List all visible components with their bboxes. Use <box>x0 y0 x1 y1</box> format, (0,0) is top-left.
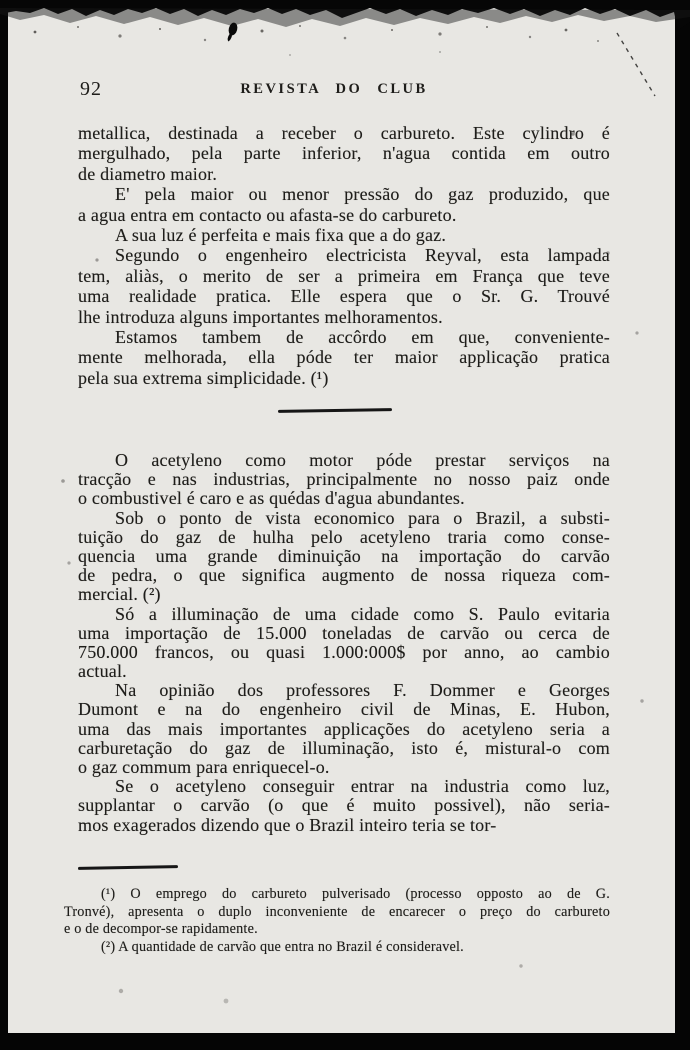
text-line: Segundo o engenheiro electricista Reyval, esta lampada <box>115 245 610 266</box>
scan-border-left <box>0 0 8 1050</box>
text-line: mos exagerados dizendo que o Brazil inteiro teria se tor- <box>78 814 497 835</box>
body-block-lower <box>78 451 610 835</box>
text-line: 750.000 francos, ou quasi 1.000:000$ por anno, ao cambio <box>78 641 610 662</box>
text-line: Na opinião dos professores F. Dommer e Georges <box>115 680 610 701</box>
text-line: Dumont e na do engenheiro civil de Minas, E. Hubon, <box>78 699 610 720</box>
text-line: carburetação do gaz de illuminação, isto é, mistural-o com <box>78 737 610 758</box>
text-line: uma importação de 15.000 toneladas de carvão ou cerca de <box>78 622 610 643</box>
footnotes-block <box>64 886 610 956</box>
page-number: 92 <box>80 78 102 100</box>
text-line: supplantar o carvão (o que é muito possivel), não seria- <box>78 795 610 816</box>
text-line: Sob o ponto de vista economico para o Brazil, a substi- <box>115 507 610 528</box>
text-line: uma das mais importantes applicações do acetyleno seria a <box>78 718 610 739</box>
text-line: (¹) O emprego do carbureto pulverisado (processo opposto ao de G. <box>101 886 610 902</box>
text-line: metallica, destinada a receber o carbureto. Este cylindro é <box>78 123 610 143</box>
text-line: o gaz commum para enriquecel-o. <box>78 757 330 777</box>
text-line: O acetyleno como motor póde prestar serviços na <box>115 450 610 470</box>
text-line: lhe introduza alguns importantes melhoramentos. <box>78 306 443 327</box>
text-line: o combustivel é caro e as quédas d'agua abundantes. <box>78 488 465 509</box>
text-line: pela sua extrema simplicidade. (¹) <box>78 367 329 388</box>
text-line: de diametro maior. <box>78 163 218 184</box>
journal-header-title: REVISTA DO CLUB <box>240 81 428 97</box>
scan-border-bottom <box>0 1033 690 1050</box>
text-line: mercial. (²) <box>78 584 161 605</box>
paper-speckles <box>0 0 2 2</box>
text-line: mergulhado, pela parte inferior, n'agua contida em outro <box>78 143 610 164</box>
body-block-upper <box>78 123 610 388</box>
scan-border-right <box>675 0 690 1050</box>
ink-blob <box>227 22 238 42</box>
text-line: actual. <box>78 661 127 682</box>
text-line: quencia uma grande diminuição na importação do carvão <box>78 545 610 566</box>
text-line: E' pela maior ou menor pressão do gaz produzido, que <box>115 184 610 205</box>
text-line: uma realidade pratica. Elle espera que o Sr. G. Trouvé <box>78 286 610 307</box>
text-line: Só a illuminação de uma cidade como S. Paulo evitaria <box>115 603 610 624</box>
text-line: de pedra, o que significa augmento de nossa riqueza com- <box>78 565 610 586</box>
scan-noise-top <box>0 0 690 120</box>
footnote-rule <box>78 865 178 870</box>
text-line: Estamos tambem de accôrdo em que, conveniente- <box>115 326 610 347</box>
scratch-mark <box>617 33 655 96</box>
text-line: e o de decompor-se rapidamente. <box>64 921 258 937</box>
text-line: a agua entra em contacto ou afasta-se do carbureto. <box>78 204 457 225</box>
text-line: Se o acetyleno conseguir entrar na industria como luz, <box>115 776 610 797</box>
text-line: tracção e nas industrias, principalmente no nosso paiz onde <box>78 469 610 490</box>
text-line: A sua luz é perfeita e mais fixa que a do gaz. <box>115 224 447 245</box>
page-header <box>78 78 610 100</box>
section-divider-rule <box>278 408 392 413</box>
text-line: mente melhorada, ella póde ter maior applicação pratica <box>78 347 610 368</box>
text-line: (²) A quantidade de carvão que entra no Brazil é consideravel. <box>101 938 464 955</box>
text-line: tem, aliàs, o merito de ser a primeira em França que teve <box>78 265 610 286</box>
text-line: Tronvé), apresenta o duplo inconveniente de encarecer o preço do carbureto <box>64 903 610 920</box>
text-line: tuição do gaz de hulha pelo acetyleno traria como conse- <box>78 526 610 547</box>
